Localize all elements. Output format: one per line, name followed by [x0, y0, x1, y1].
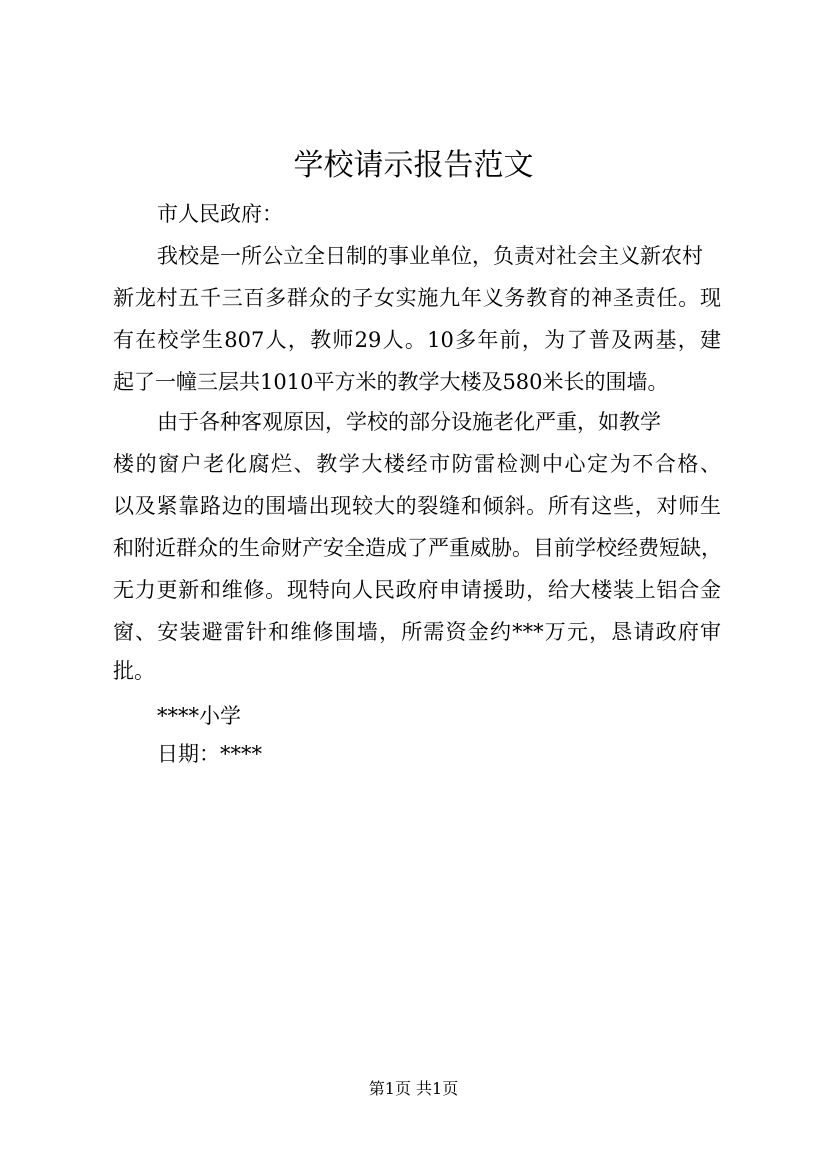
body-line-1: 我校是一所公立全日制的事业单位，负责对社会主义新农村: [157, 244, 703, 268]
body-line-6: 楼的窗户老化腐烂、教学大楼经市防雷检测中心定为不合格、: [113, 452, 721, 476]
page-title: 学校请示报告范文: [293, 148, 534, 183]
date-line: 日期：****: [157, 742, 262, 766]
body-line-9: 无力更新和维修。现特向人民政府申请援助，给大楼装上铝合金: [113, 578, 721, 602]
body-line-2: 新龙村五千三百多群众的子女实施九年义务教育的神圣责任。现: [113, 286, 721, 310]
salutation: 市人民政府：: [157, 202, 283, 226]
body-line-7: 以及紧靠路边的围墙出现较大的裂缝和倾斜。所有这些，对师生: [113, 494, 721, 518]
body-line-4: 起了一幢三层共1010平方米的教学大楼及580米长的围墙。: [113, 370, 669, 394]
body-line-5: 由于各种客观原因，学校的部分设施老化严重，如教学: [157, 410, 661, 434]
signature: ****小学: [157, 704, 241, 728]
body-line-10: 窗、安装避雷针和维修围墙，所需资金约***万元，恳请政府审: [113, 620, 721, 644]
body-line-8: 和附近群众的生命财产安全造成了严重威胁。目前学校经费短缺，: [113, 536, 722, 560]
body-line-3: 有在校学生807人，教师29人。10多年前，为了普及两基，建: [113, 328, 721, 352]
page-footer: 第1页 共1页: [368, 1079, 459, 1098]
body-line-11: 批。: [113, 659, 155, 683]
